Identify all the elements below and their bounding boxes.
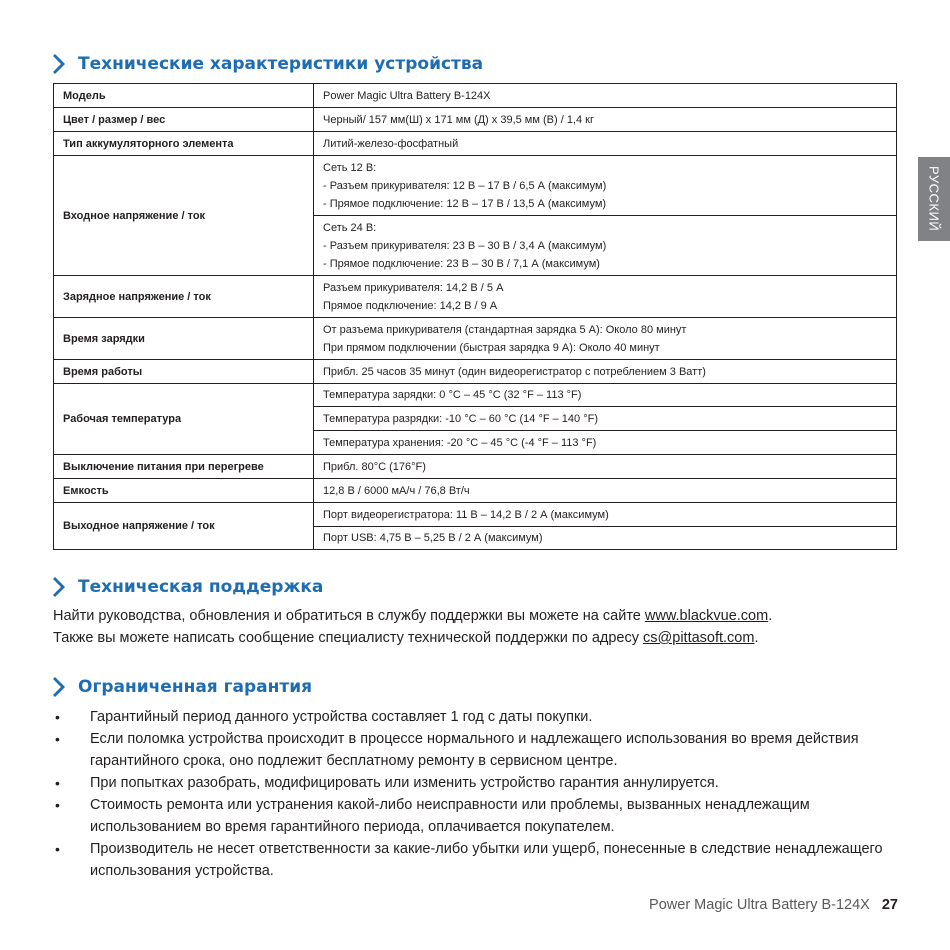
spec-label: Время работы (54, 360, 314, 384)
list-item (53, 772, 913, 794)
chevron-right-icon (52, 676, 68, 698)
page-footer (649, 897, 898, 913)
warranty-text: Производитель не несет ответственности за какие-либо убытки или ущерб, понесенные в следствие ненадлежащего (90, 841, 883, 857)
spec-value: Литий-железо-фосфатный (314, 132, 897, 156)
spec-line: Сеть 12 В: (323, 161, 377, 174)
period: . (768, 608, 773, 624)
spec-value: Температура хранения: -20 °C – 45 °C (-4 °F – 113 °F) (314, 431, 897, 455)
language-tab-label: РУССКИЙ (926, 166, 942, 232)
spec-label: Зарядное напряжение / ток (54, 276, 314, 318)
spec-label: Выключение питания при перегреве (54, 455, 314, 479)
spec-label: Тип аккумуляторного элемента (54, 132, 314, 156)
spec-value: Порт видеорегистратора: 11 В – 14,2 В / 2 А (максимум) (314, 503, 897, 527)
period: . (754, 630, 759, 646)
warranty-text: При попытках разобрать, модифицировать или изменить устройство гарантия аннулируется. (90, 775, 719, 791)
spec-value: Температура зарядки: 0 °C – 45 °C (32 °F – 113 °F) (314, 384, 897, 407)
list-item (53, 838, 913, 882)
table-row (54, 156, 897, 216)
language-tab (918, 157, 950, 241)
spec-label: Цвет / размер / вес (54, 108, 314, 132)
email-link[interactable]: cs@pittasoft.com (643, 630, 755, 646)
support-title: Техническая поддержка (78, 577, 324, 597)
spec-label: Выходное напряжение / ток (54, 503, 314, 550)
spec-label: Емкость (54, 479, 314, 503)
bullet-icon: • (55, 841, 60, 857)
footer-product: Power Magic Ultra Battery B-124X (649, 897, 870, 913)
chevron-right-icon (52, 576, 68, 598)
spec-value: Прибл. 25 часов 35 минут (один видеорегистратор с потреблением 3 Ватт) (314, 360, 897, 384)
specs-title: Технические характеристики устройства (78, 54, 484, 74)
spec-line: - Разъем прикуривателя: 12 В – 17 В / 6,5 А (максимум) (323, 179, 607, 192)
table-row (54, 276, 897, 318)
spec-value (314, 276, 897, 318)
chevron-right-icon (52, 53, 68, 75)
table-row (54, 360, 897, 384)
bullet-icon: • (55, 775, 60, 791)
spec-line: - Прямое подключение: 23 В – 30 В / 7,1 А (максимум) (323, 257, 600, 270)
spec-value (314, 318, 897, 360)
spec-value: Температура разрядки: -10 °C – 60 °C (14 °F – 140 °F) (314, 407, 897, 431)
warranty-text: Гарантийный период данного устройства составляет 1 год с даты покупки. (90, 709, 593, 725)
bullet-icon: • (55, 709, 60, 725)
spec-line: Разъем прикуривателя: 14,2 В / 5 А (323, 281, 504, 294)
table-row (54, 132, 897, 156)
spec-line: - Прямое подключение: 12 В – 17 В / 13,5 А (максимум) (323, 197, 607, 210)
table-row (54, 318, 897, 360)
support-heading (52, 576, 323, 598)
spec-line: От разъема прикуривателя (стандартная зарядка 5 А): Около 80 минут (323, 323, 687, 336)
warranty-list (53, 706, 913, 882)
table-row (54, 384, 897, 407)
table-row (54, 84, 897, 108)
list-item (53, 706, 913, 728)
spec-line: - Разъем прикуривателя: 23 В – 30 В / 3,4 А (максимум) (323, 239, 607, 252)
table-row (54, 503, 897, 527)
support-text-2: Также вы можете написать сообщение специалисту технической поддержки по адресу (53, 630, 644, 646)
warranty-title: Ограниченная гарантия (78, 677, 313, 697)
spec-line: При прямом подключении (быстрая зарядка 9 А): Около 40 минут (323, 341, 660, 354)
list-item (53, 794, 913, 838)
bullet-icon: • (55, 731, 60, 747)
specs-table (53, 83, 897, 550)
support-text-1: Найти руководства, обновления и обратиться в службу поддержки вы можете на сайте (53, 608, 645, 624)
warranty-text: гарантийного срока, оно подлежит бесплатному ремонту в сервисном центре. (90, 753, 618, 769)
spec-value (314, 156, 897, 216)
spec-line: Сеть 24 В: (323, 221, 377, 234)
spec-label: Рабочая температура (54, 384, 314, 455)
specs-heading (52, 53, 483, 75)
warranty-text: Стоимость ремонта или устранения какой-либо неисправности или проблемы, вызванных ненадлежащим (90, 797, 810, 813)
table-row (54, 479, 897, 503)
spec-value: Power Magic Ultra Battery B-124X (314, 84, 897, 108)
spec-label: Время зарядки (54, 318, 314, 360)
support-line-2 (53, 627, 772, 649)
table-row (54, 108, 897, 132)
table-row (54, 455, 897, 479)
page-number: 27 (881, 897, 898, 913)
warranty-text: использования устройства. (90, 863, 274, 879)
website-link[interactable]: www.blackvue.com (644, 608, 769, 624)
spec-value: Прибл. 80°C (176°F) (314, 455, 897, 479)
warranty-text: Если поломка устройства происходит в процессе нормального и надлежащего использования во время действия (90, 731, 859, 747)
list-item (53, 728, 913, 772)
spec-value (314, 216, 897, 276)
bullet-icon: • (55, 797, 60, 813)
spec-value: Порт USB: 4,75 В – 5,25 В / 2 А (максимум) (314, 527, 897, 550)
support-text (53, 605, 772, 649)
warranty-heading (52, 676, 312, 698)
spec-value: 12,8 В / 6000 мА/ч / 76,8 Вт/ч (314, 479, 897, 503)
support-line-1 (53, 605, 772, 627)
spec-label: Входное напряжение / ток (54, 156, 314, 276)
spec-value: Черный/ 157 мм(Ш) x 171 мм (Д) x 39,5 мм (В) / 1,4 кг (314, 108, 897, 132)
spec-label: Модель (54, 84, 314, 108)
warranty-text: использованием во время гарантийного периода, оплачивается покупателем. (90, 819, 615, 835)
spec-line: Прямое подключение: 14,2 В / 9 А (323, 299, 498, 312)
